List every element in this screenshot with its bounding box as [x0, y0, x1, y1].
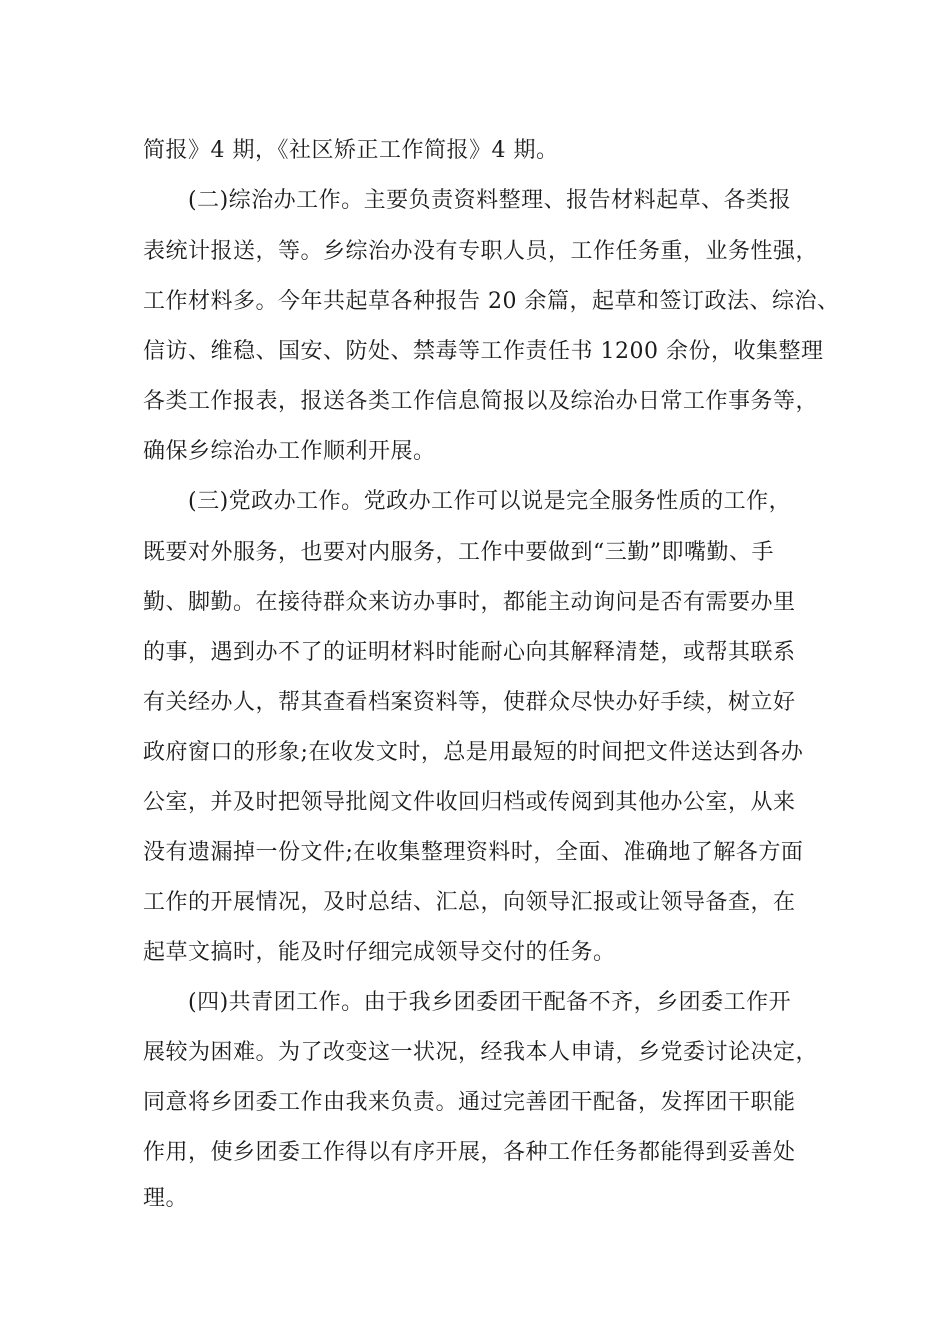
text-line: 各类工作报表，报送各类工作信息简报以及综治办日常工作事务等， [143, 389, 819, 414]
text-line: 同意将乡团委工作由我来负责。通过完善团干配备，发挥团干职能 [143, 1090, 796, 1115]
text-line: 勤、脚勤。在接待群众来访办事时，都能主动询问是否有需要办里 [143, 590, 796, 615]
text-line: 的事，遇到办不了的证明材料时能耐心向其解释清楚，或帮其联系 [143, 640, 796, 665]
text-line: 工作的开展情况，及时总结、汇总，向领导汇报或让领导备查，在 [143, 890, 796, 915]
text-line: 确保乡综治办工作顺利开展。 [143, 439, 436, 464]
paragraph-start-line: (二)综治办工作。主要负责资料整理、报告材料起草、各类报 [188, 188, 792, 213]
text-line: 理。 [143, 1186, 189, 1211]
text-line: 表统计报送，等。乡综治办没有专职人员，工作任务重，业务性强， [143, 239, 819, 264]
text-line: 公室，并及时把领导批阅文件收回归档或传阅到其他办公室，从来 [143, 790, 796, 815]
text-line: 信访、维稳、国安、防处、禁毒等工作责任书 1200 余份，收集整理 [143, 339, 824, 364]
text-line: 工作材料多。今年共起草各种报告 20 余篇，起草和签订政法、综治、 [143, 289, 840, 314]
paragraph-start-line: (三)党政办工作。党政办工作可以说是完全服务性质的工作， [188, 489, 792, 514]
text-line: 政府窗口的形象;在收发文时，总是用最短的时间把文件送达到各办 [143, 740, 804, 765]
text-line: 没有遗漏掉一份文件;在收集整理资料时，全面、准确地了解各方面 [143, 840, 804, 865]
text-line: 既要对外服务，也要对内服务，工作中要做到“三勤”即嘴勤、手 [143, 540, 774, 565]
text-line: 简报》4 期，《社区矫正工作简报》4 期。 [143, 138, 559, 163]
paragraph-start-line: (四)共青团工作。由于我乡团委团干配备不齐，乡团委工作开 [188, 990, 792, 1015]
text-line: 有关经办人，帮其查看档案资料等，使群众尽快办好手续，树立好 [143, 690, 796, 715]
text-line: 作用，使乡团委工作得以有序开展，各种工作任务都能得到妥善处 [143, 1140, 796, 1165]
text-line: 起草文搞时，能及时仔细完成领导交付的任务。 [143, 940, 616, 965]
text-line: 展较为困难。为了改变这一状况，经我本人申请，乡党委讨论决定， [143, 1040, 819, 1065]
